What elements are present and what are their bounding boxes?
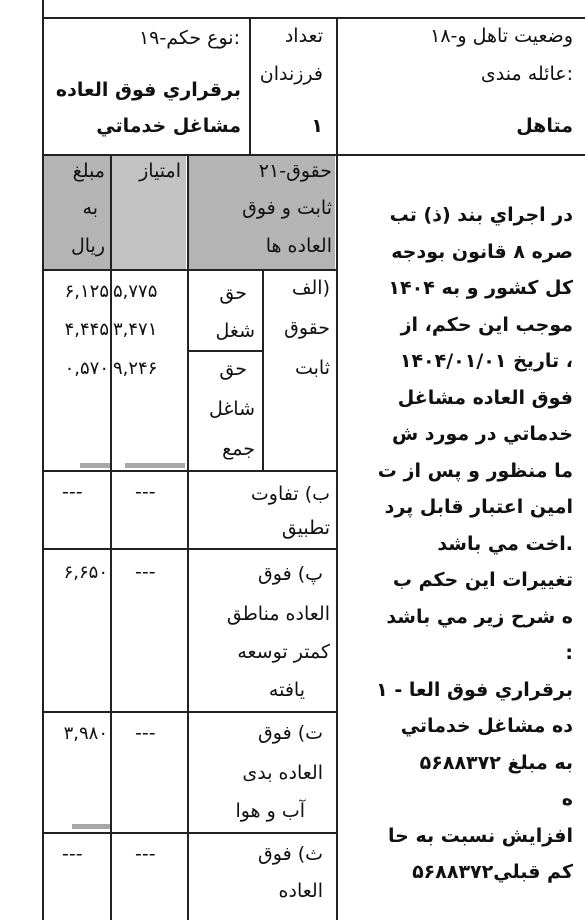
amount-value: ۰,۵۷۰ xyxy=(64,358,109,379)
children-label: فرزندان xyxy=(259,63,323,85)
amount-cell xyxy=(44,550,110,590)
row-t-label: العاده بدی xyxy=(242,762,323,784)
points-value: --- xyxy=(135,843,156,865)
description-line: موجب این حکم، از xyxy=(400,313,573,336)
description-line: ه xyxy=(561,788,573,810)
children-value: ۱ xyxy=(311,115,323,137)
points-column-header: امتیاز xyxy=(139,160,181,182)
points-value: --- xyxy=(135,481,156,503)
description-line: ما منظور و پس از ت xyxy=(377,459,573,482)
row-a-label: الف) xyxy=(291,277,330,299)
amount-value: ۶,۱۲۵ xyxy=(64,281,109,302)
row-p-label: پ) فوق xyxy=(258,563,323,585)
employee-right-label: حق xyxy=(219,358,247,380)
amount-value: --- xyxy=(62,481,83,503)
points-value: --- xyxy=(135,561,156,583)
description-line: امین اعتبار قابل پرد xyxy=(384,496,573,518)
marital-status-label: ۱۸-وضعیت تاهل و xyxy=(430,25,573,47)
row-t-label: ت) فوق xyxy=(258,722,323,744)
amount-cell xyxy=(44,270,110,470)
description-line: افزایش نسبت به حا xyxy=(388,824,573,847)
row-a-label: حقوق xyxy=(284,317,330,339)
description-line: خدماتي در مورد ش xyxy=(391,423,573,445)
salary-header: ۲۱-حقوق xyxy=(258,160,332,182)
description-line: ۱۴۰۴ کل کشور و به xyxy=(388,277,573,299)
amount-column-header: به xyxy=(82,197,98,219)
row-th-label: العاده xyxy=(278,880,323,902)
points-value: ۹,۲۴۶ xyxy=(113,358,158,379)
row-t-label: آب و هوا xyxy=(235,800,305,822)
order-description xyxy=(333,197,573,891)
row-b-label: ب) تفاوت xyxy=(250,483,330,505)
description-line: تغییرات این حکم ب xyxy=(392,569,573,591)
description-line: فوق العاده مشاغل xyxy=(397,386,573,409)
grid-line xyxy=(262,270,264,470)
description-line: ده مشاغل خدماتي xyxy=(400,715,573,737)
employee-right-label: شاغل xyxy=(208,398,255,420)
row-p-label: یافته xyxy=(268,679,305,701)
amount-cell xyxy=(44,713,110,753)
order-type-value: برقراري فوق العاده xyxy=(55,79,241,101)
amount-value: --- xyxy=(62,843,83,865)
amount-column-header: ریال xyxy=(70,235,105,257)
description-line: کم قبلي۵۶۸۸۳۷۲ xyxy=(412,861,573,883)
grid-line xyxy=(42,832,338,834)
row-p-label: کمتر توسعه xyxy=(237,641,330,663)
description-line: : xyxy=(565,642,573,664)
description-line: تاریخ ۱۴۰۴/۰۱/۰۱ ، xyxy=(399,350,573,372)
marital-status-value: متاهل xyxy=(516,115,573,137)
amount-value: ۳,۹۸۰ xyxy=(63,723,108,744)
description-line: در اجراي بند (ذ) تب xyxy=(389,204,573,226)
points-value: ۳,۴۷۱ xyxy=(113,319,158,340)
grid-line xyxy=(42,17,585,19)
job-right-label: حق xyxy=(219,282,247,304)
cell-mark xyxy=(72,824,110,829)
points-value: --- xyxy=(135,722,156,744)
salary-header: العاده ها xyxy=(265,235,332,257)
total-label: جمع xyxy=(222,438,255,460)
row-p-label: العاده مناطق xyxy=(226,603,330,625)
description-line: ۱ - برقراري فوق العا xyxy=(376,678,573,701)
grid-line xyxy=(42,470,338,472)
row-a-label: ثابت xyxy=(294,357,330,379)
amount-column-header: مبلغ xyxy=(72,160,105,182)
row-th-label: ث) فوق xyxy=(258,843,323,865)
grid-line xyxy=(249,18,251,154)
order-type-value: مشاغل خدماتي xyxy=(96,115,241,137)
row-b-label: تطبیق xyxy=(281,517,330,539)
cell-mark xyxy=(125,463,185,468)
amount-value: ۶,۶۵۰ xyxy=(63,562,108,583)
grid-line xyxy=(42,154,585,156)
children-label: تعداد xyxy=(284,25,323,47)
job-right-label: شغل xyxy=(215,320,255,342)
description-line: ه شرح زیر مي باشد xyxy=(386,605,573,628)
order-type-label: ۱۹-نوع حکم: xyxy=(138,27,240,49)
points-value: ۵,۷۷۵ xyxy=(113,281,158,302)
amount-value: ۴,۴۴۵ xyxy=(64,319,109,340)
description-line: اخت مي باشد. xyxy=(437,532,573,555)
marital-status-label: عائله مندی: xyxy=(480,63,573,85)
grid-line xyxy=(187,350,263,352)
description-line: به مبلغ ۵۶۸۸۳۷۲ xyxy=(419,751,573,774)
salary-header: ثابت و فوق xyxy=(242,197,332,219)
description-line: صره ۸ قانون بودجه xyxy=(391,240,573,263)
